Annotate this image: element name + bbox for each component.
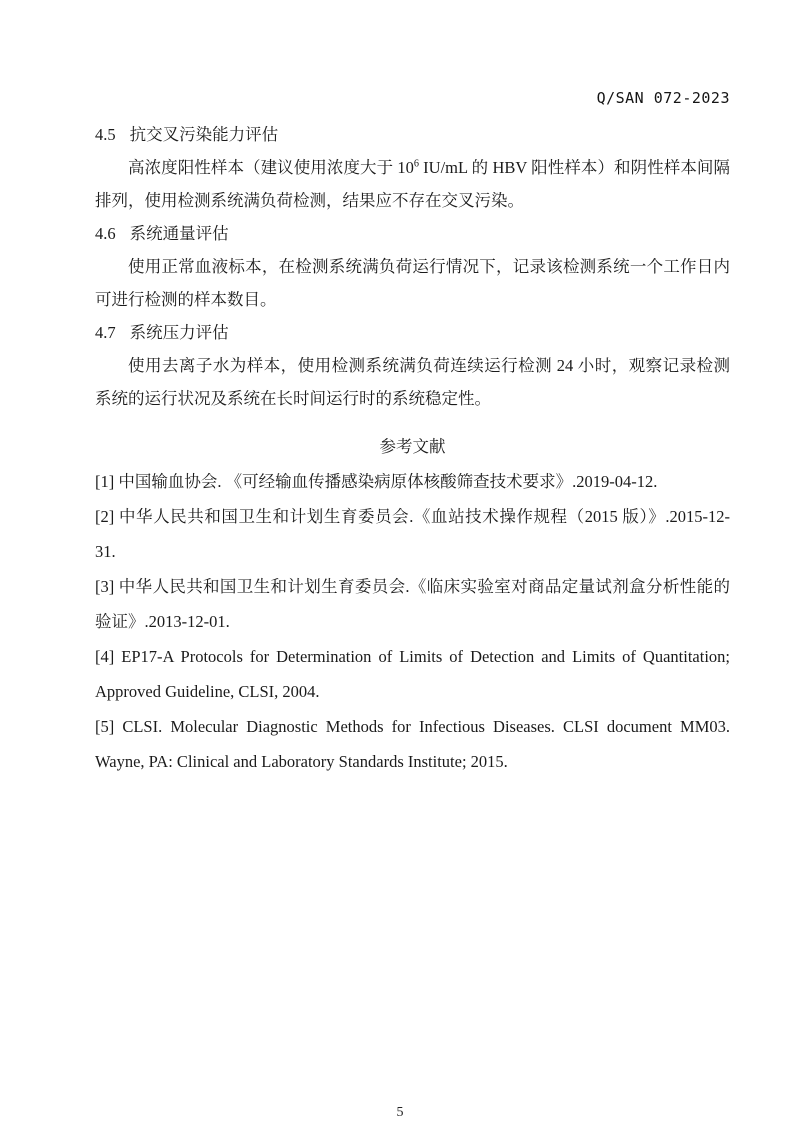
- document-code: Q/SAN 072-2023: [596, 89, 730, 107]
- paragraph-text-after-superscript: IU/mL 的 HBV 阳性样本）和阴性样本间隔排列，使用检测系统满负荷检测，结果应不存在交叉污染。: [95, 158, 730, 210]
- reference-item: [3] 中华人民共和国卫生和计划生育委员会.《临床实验室对商品定量试剂盒分析性能的验证》.2013-12-01.: [95, 577, 730, 631]
- section-paragraph: 使用正常血液标本，在检测系统满负荷运行情况下，记录该检测系统一个工作日内可进行检测的样本数目。: [95, 257, 730, 309]
- section-title: 系统通量评估: [129, 224, 229, 243]
- section-number: 4.7: [95, 323, 116, 342]
- section-number: 4.5: [95, 125, 116, 144]
- section-4-6: [95, 217, 730, 316]
- document-content: [95, 118, 730, 779]
- reference-item: [1] 中国输血协会. 《可经输血传播感染病原体核酸筛查技术要求》.2019-04-12.: [95, 472, 658, 491]
- references-section: [95, 429, 730, 779]
- section-number: 4.6: [95, 224, 116, 243]
- section-paragraph: [95, 151, 730, 217]
- reference-item: [2] 中华人民共和国卫生和计划生育委员会.《血站技术操作规程（2015 版）》.2015-12-31.: [95, 507, 730, 561]
- section-4-5: [95, 118, 730, 217]
- section-heading: [95, 217, 730, 250]
- reference-item: [5] CLSI. Molecular Diagnostic Methods for Infectious Diseases. CLSI document MM03. Wayne, PA: Clinical and Laboratory Standards Institute; 2015.: [95, 717, 730, 771]
- section-heading: [95, 118, 730, 151]
- page-number: 5: [396, 1105, 404, 1120]
- superscript-exponent: 6: [413, 158, 419, 170]
- reference-item: [4] EP17-A Protocols for Determination of Limits of Detection and Limits of Quantitation; Approved Guideline, CLSI, 2004.: [95, 647, 730, 701]
- section-title: 系统压力评估: [129, 323, 229, 342]
- section-heading: [95, 316, 730, 349]
- section-title: 抗交叉污染能力评估: [129, 125, 279, 144]
- paragraph-text-before-superscript: 高浓度阳性样本（建议使用浓度大于 10: [128, 158, 414, 177]
- section-paragraph: 使用去离子水为样本，使用检测系统满负荷连续运行检测 24 小时，观察记录检测系统的运行状况及系统在长时间运行时的系统稳定性。: [95, 356, 730, 408]
- section-4-7: [95, 316, 730, 415]
- references-title: 参考文献: [379, 437, 446, 456]
